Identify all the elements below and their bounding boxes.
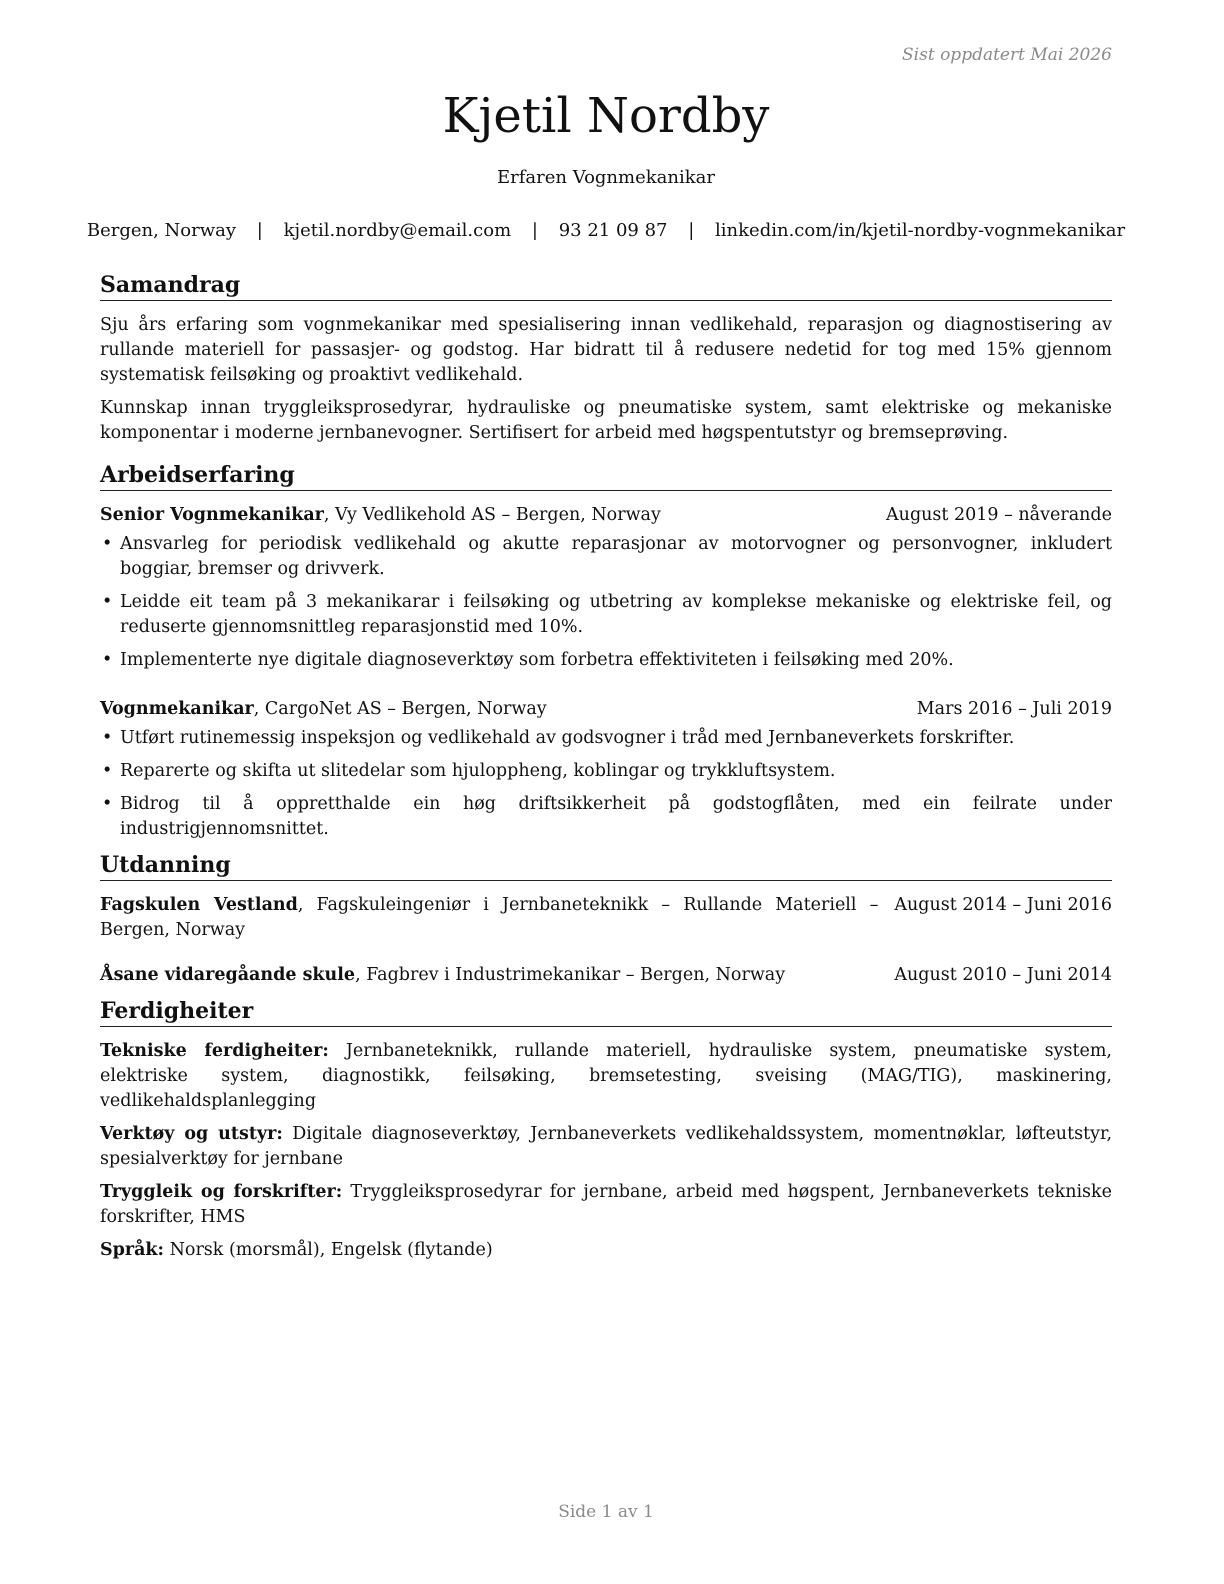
- contact-separator: |: [688, 220, 695, 241]
- education-school: Åsane vidaregåande skule: [100, 965, 356, 985]
- section-heading-education: Utdanning: [100, 850, 1112, 881]
- list-item: [100, 792, 1112, 842]
- skill-label: Språk:: [100, 1240, 165, 1260]
- skill-group: [100, 1180, 1112, 1230]
- bullet-text: Implementerte nye digitale diagnoseverktøy som forbetra effektiviteten i feilsøking med 20%.: [120, 650, 954, 670]
- contact-location: Bergen, Norway: [86, 220, 237, 241]
- bullet-text: Ansvarleg for periodisk vedlikehald og akutte reparasjonar av motorvogner og personvogner, inkludert boggiar, bremser og drivverk.: [120, 534, 1112, 579]
- education-entry: [100, 893, 1112, 943]
- bullet-icon: •: [102, 650, 113, 670]
- education-entry: [100, 963, 1112, 988]
- job-header: [100, 697, 1112, 722]
- job-bullets: [100, 726, 1112, 842]
- education-program: , Fagbrev i Industrimekanikar – Bergen, Norway: [355, 965, 786, 985]
- candidate-title: Erfaren Vognmekanikar: [497, 167, 715, 188]
- summary-section: [100, 270, 1112, 446]
- education-title-line: [100, 893, 894, 943]
- list-item: [100, 726, 1112, 751]
- skills-section: [100, 996, 1112, 1263]
- job-role: Senior Vognmekanikar: [100, 505, 324, 525]
- list-item: [100, 759, 1112, 784]
- contact-linkedin[interactable]: linkedin.com/in/kjetil-nordby-vognmekanikar: [715, 220, 1126, 241]
- bullet-icon: •: [102, 761, 113, 781]
- list-item: [100, 648, 1112, 673]
- job-title-line: [100, 503, 677, 528]
- education-dates: August 2010 – Juni 2014: [894, 965, 1112, 985]
- list-item: [100, 532, 1112, 582]
- skill-label: Tekniske ferdigheiter:: [100, 1041, 329, 1061]
- section-heading-experience: Arbeidserfaring: [100, 460, 1112, 491]
- job-title-line: [100, 697, 563, 722]
- job-entry: [100, 503, 1112, 673]
- contact-separator: |: [531, 220, 538, 241]
- job-header: [100, 503, 1112, 528]
- job-role: Vognmekanikar: [100, 699, 254, 719]
- education-dates: August 2014 – Juni 2016: [894, 895, 1112, 915]
- candidate-name: Kjetil Nordby: [442, 88, 770, 144]
- bullet-text: Bidrog til å oppretthalde ein høg driftsikkerheit på godstogflåten, med ein feilrate under industrigjennomsnittet.: [120, 794, 1112, 839]
- summary-paragraph: Sju års erfaring som vognmekanikar med spesialisering innan vedlikehald, reparasjon og diagnostisering av rullande materiell for passasjer- og godstog. Har bidratt til å redusere nedetid for tog med 15% gjennom systematisk feilsøking og proaktivt vedlikehald.: [100, 315, 1112, 385]
- bullet-text: Utført rutinemessig inspeksjon og vedlikehald av godsvogner i tråd med Jernbaneverkets forskrifter.: [120, 728, 1015, 748]
- job-employer: , Vy Vedlikehold AS – Bergen, Norway: [323, 505, 661, 525]
- bullet-icon: •: [102, 794, 113, 814]
- page-number: Side 1 av 1: [558, 1502, 654, 1522]
- skill-group: [100, 1238, 1112, 1263]
- skill-text: Norsk (morsmål), Engelsk (flytande): [164, 1240, 493, 1260]
- education-school: Fagskulen Vestland: [100, 895, 298, 915]
- section-heading-skills: Ferdigheiter: [100, 996, 1112, 1027]
- bullet-icon: •: [102, 728, 113, 748]
- skill-text: Jernbaneteknikk, rullande materiell, hydrauliske system, pneumatiske system, elektriske system, diagnostikk, feilsøking, bremsetesting, sveising (MAG/TIG), maskinering, vedlikehaldsplanlegging: [100, 1041, 1112, 1111]
- education-section: [100, 850, 1112, 988]
- education-program: , Fagskuleingeniør i Jernbaneteknikk – Rullande Materiell – Bergen, Norway: [100, 895, 879, 940]
- list-item: [100, 590, 1112, 640]
- experience-section: [100, 460, 1112, 842]
- bullet-icon: •: [102, 592, 113, 612]
- job-employer: , CargoNet AS – Bergen, Norway: [253, 699, 547, 719]
- job-entry: [100, 697, 1112, 842]
- bullet-icon: •: [102, 534, 113, 554]
- education-title-line: [100, 963, 801, 988]
- skill-group: [100, 1122, 1112, 1172]
- resume-page: [86, 0, 1126, 1584]
- contact-line: [60, 219, 1152, 243]
- skill-text: Tryggleiksprosedyrar for jernbane, arbeid med høgspent, Jernbaneverkets tekniske forskrifter, HMS: [100, 1182, 1112, 1227]
- job-dates: Mars 2016 – Juli 2019: [916, 699, 1112, 719]
- contact-phone: 93 21 09 87: [558, 220, 668, 241]
- resume-content: [100, 270, 1112, 1271]
- skill-group: [100, 1039, 1112, 1114]
- bullet-text: Leidde eit team på 3 mekanikarar i feilsøking og utbetring av komplekse mekaniske og elektriske feil, og reduserte gjennomsnittleg reparasjonstid med 10%.: [120, 592, 1112, 637]
- skill-label: Verktøy og utstyr:: [100, 1124, 283, 1144]
- section-heading-summary: Samandrag: [100, 270, 1112, 301]
- bullet-text: Reparerte og skifta ut slitedelar som hjuloppheng, koblingar og trykkluftsystem.: [120, 761, 836, 781]
- skill-text: Digitale diagnoseverktøy, Jernbaneverkets vedlikehaldssystem, momentnøklar, løfteutstyr, spesialverktøy for jernbane: [100, 1124, 1113, 1169]
- job-bullets: [100, 532, 1112, 673]
- summary-paragraph: Kunnskap innan tryggleiksprosedyrar, hydrauliske og pneumatiske system, samt elektriske og mekaniske komponentar i moderne jernbanevogner. Sertifisert for arbeid med høgspentutstyr og bremseprøving.: [100, 398, 1112, 443]
- contact-separator: |: [256, 220, 263, 241]
- skill-label: Tryggleik og forskrifter:: [100, 1182, 343, 1202]
- last-updated-note: Sist oppdatert Mai 2026: [902, 45, 1112, 65]
- contact-email[interactable]: kjetil.nordby@email.com: [283, 220, 512, 241]
- job-dates: August 2019 – nåverande: [886, 505, 1112, 525]
